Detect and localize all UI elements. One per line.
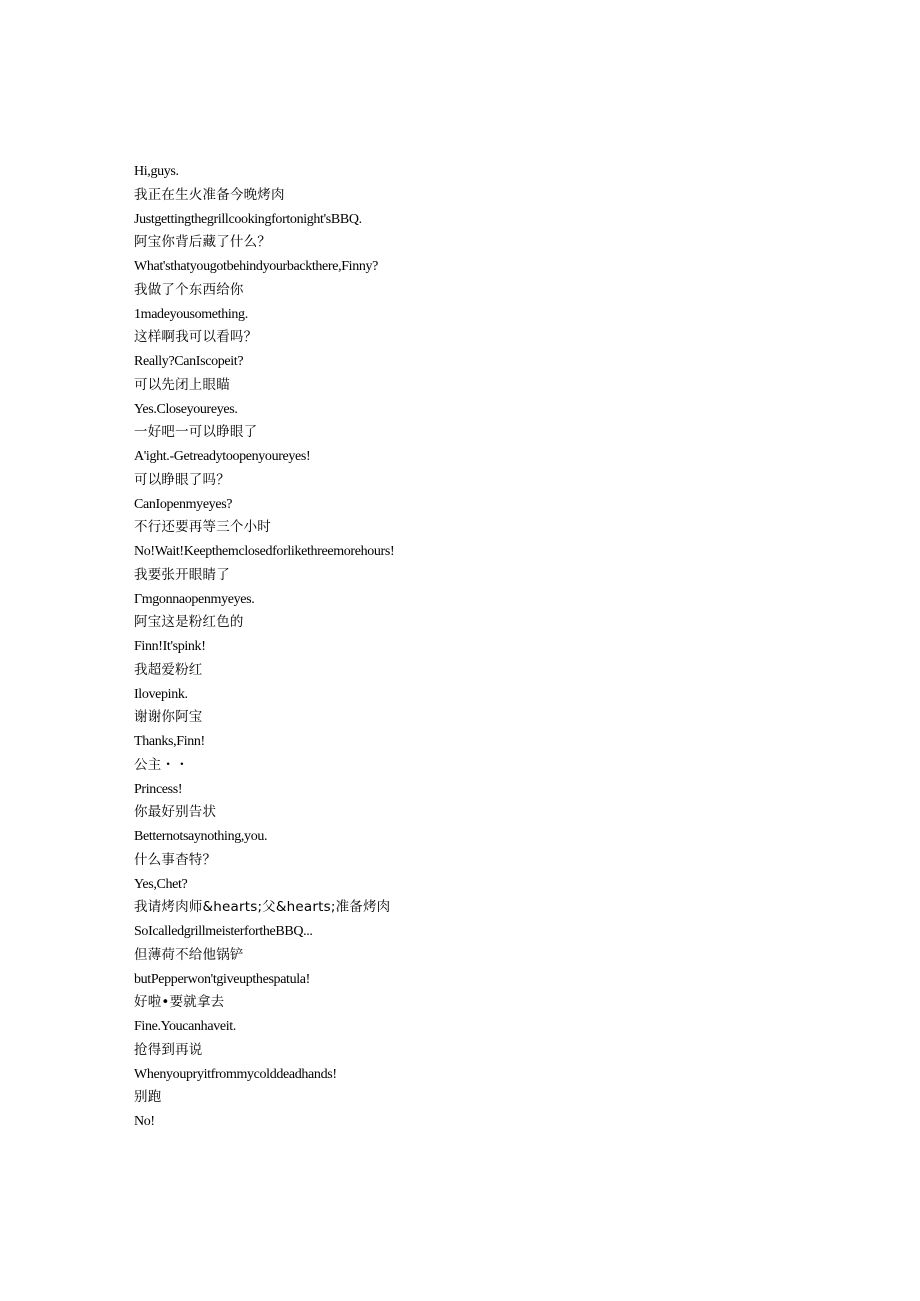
transcript-line: 这样啊我可以看吗？ — [134, 329, 258, 346]
transcript-line: 我要张开眼睛了 — [134, 566, 230, 583]
transcript-line: 好啦•要就拿去 — [134, 994, 225, 1011]
transcript-line: A'ight.-Getreadytoopenyoureyes! — [134, 449, 311, 464]
transcript-line: Princess! — [134, 781, 183, 797]
transcript-line: 一好吧一可以睁眼了 — [134, 424, 258, 441]
transcript-line: Yes,Chet? — [134, 876, 188, 892]
transcript-line: 阿宝这是粉红色的 — [134, 614, 244, 631]
transcript-body — [134, 160, 834, 1134]
transcript-line: Fine.Youcanhaveit. — [134, 1019, 236, 1034]
transcript-line: 什么事杳特？ — [134, 851, 217, 868]
transcript-line: 1madeyousomething. — [134, 306, 248, 322]
transcript-line: No!Wait!Keepthemclosedforlikethreemorehours! — [134, 544, 395, 559]
transcript-line: Ilovepink. — [134, 686, 188, 702]
transcript-line: No! — [134, 1114, 155, 1129]
transcript-line: 公主・・ — [134, 756, 189, 773]
transcript-line: Justgettingthegrillcookingfortonight'sBBQ. — [134, 211, 362, 227]
transcript-line: 阿宝你背后藏了什么？ — [134, 234, 271, 251]
transcript-line: Yes.Closeyoureyes. — [134, 401, 238, 417]
transcript-line: 不行还要再等三个小时 — [134, 519, 271, 536]
transcript-line: 我超爱粉红 — [134, 661, 203, 678]
transcript-line: Γmgonnaopenmyeyes. — [134, 591, 255, 607]
transcript-line: Really?CanIscopeit? — [134, 354, 244, 369]
transcript-line: 别跑 — [134, 1089, 162, 1106]
transcript-line: 你最好别告状 — [134, 804, 217, 821]
transcript-line: SoIcalledgrillmeisterfortheBBQ... — [134, 924, 313, 939]
transcript-line: 可以睁眼了吗？ — [134, 471, 230, 488]
transcript-line: butPepperwon'tgiveupthespatula! — [134, 971, 310, 987]
transcript-line: 谢谢你阿宝 — [134, 709, 203, 726]
transcript-line: 可以先闭上眼瞄 — [134, 376, 230, 393]
transcript-line: Thanks,Finn! — [134, 734, 205, 749]
transcript-line: 我请烤肉师&hearts;父&hearts;准备烤肉 — [134, 899, 391, 916]
transcript-line: Whenyoupryitfrommycolddeadhands! — [134, 1066, 337, 1082]
transcript-line: CanIopenmyeyes? — [134, 496, 233, 512]
transcript-line: Hi,guys. — [134, 164, 179, 179]
transcript-line: Betternotsaynothing,you. — [134, 829, 268, 844]
transcript-line: 我做了个东西给你 — [134, 281, 244, 298]
transcript-line: What'sthatyougotbehindyourbackthere,Finny? — [134, 259, 379, 274]
transcript-line: Finn!It'spink! — [134, 639, 206, 654]
transcript-line: 我正在生火准备今晚烤肉 — [134, 186, 285, 203]
transcript-line: 抢得到再说 — [134, 1041, 203, 1058]
transcript-line: 但薄荷不给他锅铲 — [134, 946, 244, 963]
